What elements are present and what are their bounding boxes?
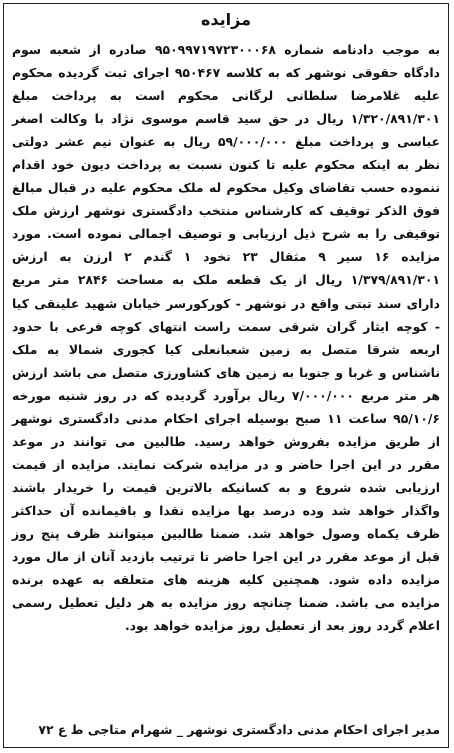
notice-title: مزایده [200, 9, 252, 29]
title-bar [4, 4, 448, 34]
auction-notice [3, 3, 449, 748]
notice-signature: مدیر اجرای احکام مدنی دادگستری نوشهر _ شهرام متاجی ط ع ۷۲ [38, 722, 440, 737]
notice-body: به موجب دادنامه شماره ۹۵۰۹۹۷۱۹۷۲۳۰۰۰۶۸ صادره از شعبه سوم دادگاه حقوقی نوشهر که به کلاسه ۹۵۰۴۶۷ اجرای ثبت گردیده محکوم علیه غلامرضا سلطانی لرگانی محکوم است به پرداخت مبلغ ۱/۳۲۰/۸۹۱/۳۰۱ ریال در حق سید قاسم موسوی نژاد با وکالت اصغر عباسی و پرداخت مبلغ ۵۹/۰۰۰/۰۰۰ ریال به عنوان نیم عشر دولتی نظر به اینکه محکوم علیه تا کنون نسبت به پرداخت دیون خود اقدام ننموده حسب تقاضای وکیل محکوم له ملک محکوم علیه در قبال مبالغ فوق الذکر توقیف که کارشناس منتخب دادگستری نوشهر ارزش ملک توقیفی را به شرح ذیل ارزیابی و توصیف اجمالی نموده است. مورد مزایده ۱۶ سیر ۹ مثقال ۲۳ نخود ۱ گندم ۲ ارزن به ارزش ۱/۳۷۹/۸۹۱/۳۰۱ ریال از یک قطعه ملک به مساحت ۲۸۴۶ متر مربع دارای سند تبتی واقع در نوشهر - کورکورسر خیابان شهید علینقی کیا - کوچه ایثار گران شرقی سمت راست انتهای کوچه فرعی با حدود اربعه شرقا متصل به زمین شعبانعلی کیا کجوری شمالا به ملک ناشناس و غربا و جنوبا به زمین های کشاورزی متصل می باشد ارزش هر متر مربع ۷/۰۰۰/۰۰۰ ریال برآورد گردیده که در روز شنبه مورخه ۹۵/۱۰/۶ ساعت ۱۱ صبح بوسیله اجرای احکام مدنی دادگستری نوشهر از طریق مزایده بفروش خواهد رسید. طالبین می توانند در موعد مقرر در این اجرا حاضر و در مزایده شرکت نمایند. مزایده از قیمت ارزیابی شده شروع و به کسانیکه بالاترین قیمت را خریدار باشند واگذار خواهد شد وده درصد بها مزایده نقدا و باقیمانده آن حداکثر ظرف یکماه وصول خواهد شد. ضمنا طالبین میتوانند ظرف پنج روز قبل از موعد مقرر در این اجرا حاضر تا ترتیب بازدید آنان از مال مورد مزایده داده شود. همچنین کلیه هزینه های متعلقه به عهده برنده مزایده می باشد. ضمنا چنانچه روز مزایده به هر دلیل تعطیل رسمی اعلام گردد روز بعد از تعطیل روز مزایده خواهد بود. [12, 42, 440, 634]
